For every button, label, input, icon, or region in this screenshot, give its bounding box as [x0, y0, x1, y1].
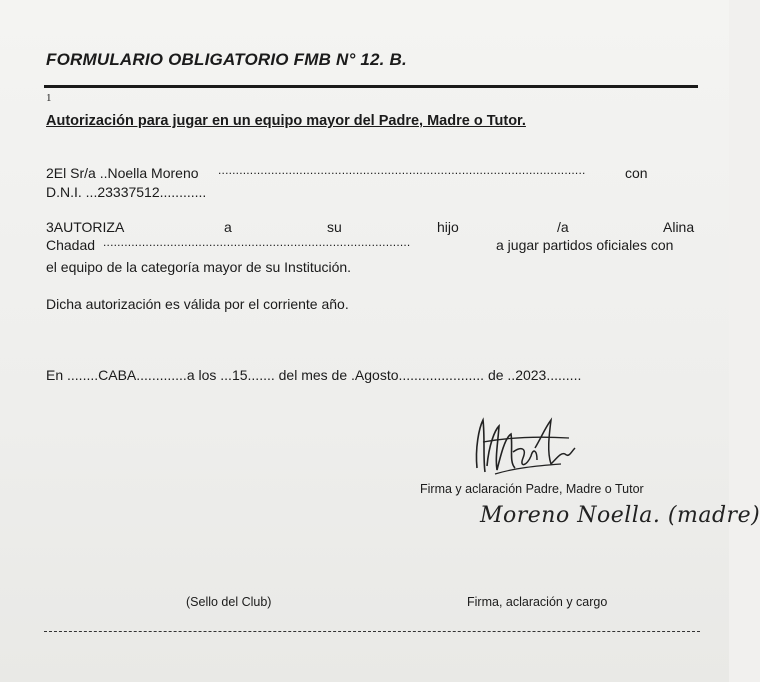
child-first-name: Alina	[663, 219, 695, 235]
authorize-slash-a: /a	[557, 219, 569, 235]
club-seal-label: (Sello del Club)	[186, 595, 272, 609]
authorize-su: su	[327, 219, 342, 235]
parent-signature-caption: Firma y aclaración Padre, Madre o Tutor	[420, 482, 644, 496]
line-number: 1	[46, 92, 52, 104]
place-date-line: En ........CABA.............a los ...15....... del mes de .Agosto...................... de ..2023.........	[46, 367, 582, 383]
child-last-name: Chadad	[46, 237, 96, 253]
club-signature-label: Firma, aclaración y cargo	[467, 595, 608, 609]
authorize-a: a	[224, 219, 232, 235]
title-divider	[44, 85, 698, 88]
parent-name-text: 2El Sr/a ..Noella Moreno	[46, 165, 199, 181]
team-category-text: el equipo de la categoría mayor de su Institución.	[46, 259, 352, 275]
child-name-dots: .......................................................................................	[103, 235, 411, 249]
authorize-word: 3AUTORIZA	[46, 219, 125, 235]
parent-name-dots: ........................................................................................................	[218, 163, 586, 177]
form-subtitle: Autorización para jugar en un equipo mayor del Padre, Madre o Tutor.	[46, 113, 526, 129]
handwritten-parent-name: Moreno Noella. (madre)	[480, 503, 760, 528]
dni-line: D.N.I. ...23337512............	[46, 184, 207, 200]
form-title: FORMULARIO OBLIGATORIO FMB N° 12. B.	[46, 50, 407, 69]
validity-text: Dicha autorización es válida por el corriente año.	[46, 296, 349, 312]
parent-signature-scribble	[465, 408, 585, 480]
bottom-dashed-line	[44, 631, 700, 632]
parent-con-text: con	[625, 165, 648, 181]
play-official-text: a jugar partidos oficiales con	[496, 237, 674, 253]
authorize-hijo: hijo	[437, 219, 459, 235]
